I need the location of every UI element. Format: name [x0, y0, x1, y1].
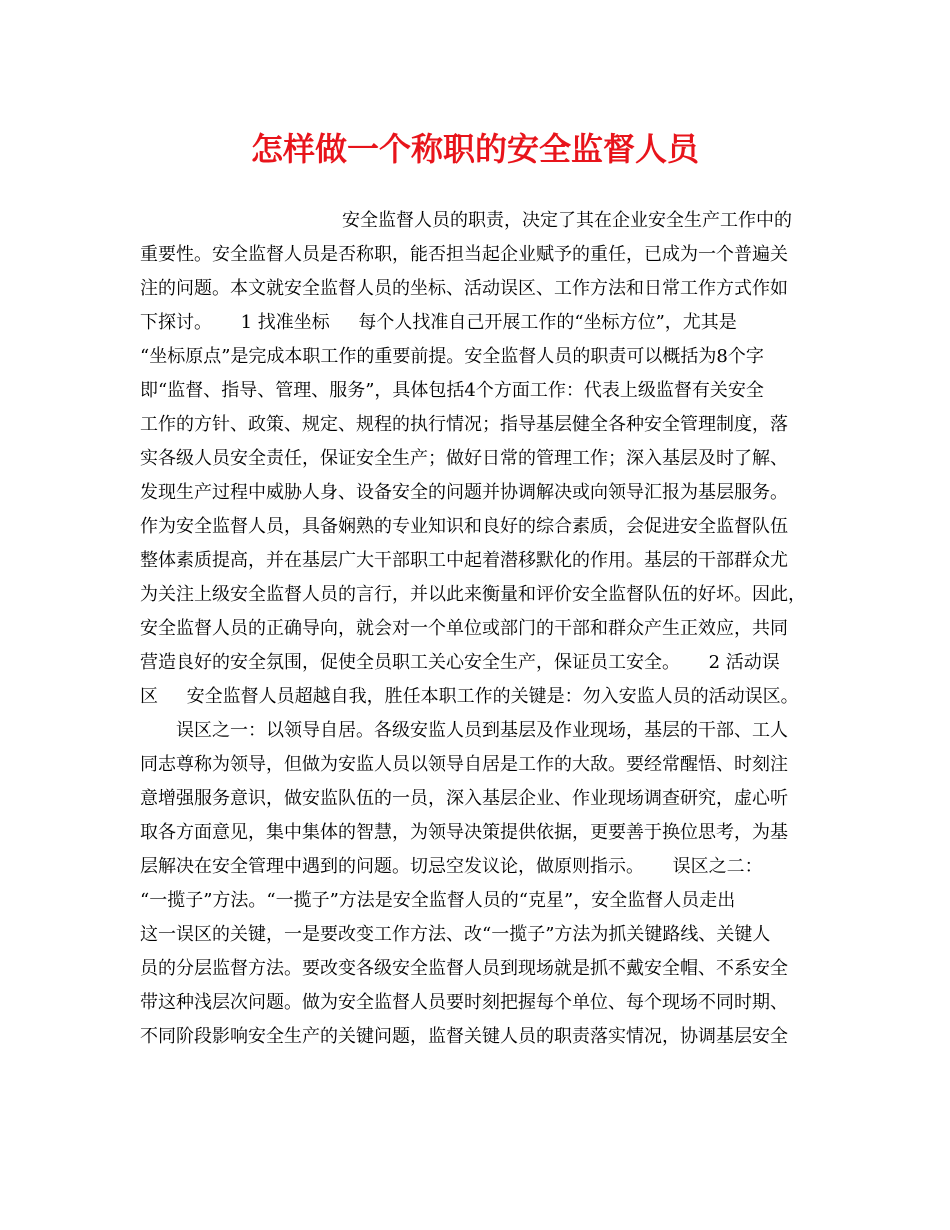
- body-line-4: 下探讨。 1 找准坐标 每个人找准自己开展工作的“坐标方位”，尤其是: [140, 312, 737, 333]
- body-line-3: 注的问题。本文就安全监督人员的坐标、活动误区、工作方法和日常工作方式作如: [140, 278, 788, 299]
- body-line-22: 这一误区的关键，一是要改变工作方法、改“一揽子”方法为抓关键路线、关键人: [140, 924, 771, 945]
- body-line-10: 作为安全监督人员，具备娴熟的专业知识和良好的综合素质，会促进安全监督队伍: [140, 516, 788, 537]
- body-line-7: 工作的方针、政策、规定、规程的执行情况；指导基层健全各种安全管理制度，落: [140, 414, 788, 435]
- body-line-21: “一揽子”方法。“一揽子”方法是安全监督人员的“克星”，安全监督人员走出: [140, 890, 736, 911]
- body-line-13: 安全监督人员的正确导向，就会对一个单位或部门的干部和群众产生正效应，共同: [140, 618, 788, 639]
- body-line-6: 即“监督、指导、管理、服务”，具体包括4个方面工作：代表上级监督有关安全: [140, 380, 764, 401]
- body-line-17: 同志尊称为领导，但做为安监人员以领导自居是工作的大敌。要经常醒悟、时刻注: [140, 754, 788, 775]
- body-line-5: “坐标原点”是完成本职工作的重要前提。安全监督人员的职责可以概括为8个字: [140, 346, 764, 367]
- body-line-15: 区 安全监督人员超越自我，胜任本职工作的关键是：勿入安监人员的活动误区。: [140, 686, 799, 707]
- body-line-1: 安全监督人员的职责，决定了其在企业安全生产工作中的: [342, 210, 792, 231]
- body-line-16: 误区之一：以领导自居。各级安监人员到基层及作业现场，基层的干部、工人: [176, 720, 788, 741]
- body-line-18: 意增强服务意识，做安监队伍的一员，深入基层企业、作业现场调查研究，虚心听: [140, 788, 788, 809]
- body-line-14: 营造良好的安全氛围，促使全员职工关心安全生产，保证员工安全。 2 活动误: [140, 652, 780, 673]
- body-line-12: 为关注上级安全监督人员的言行，并以此来衡量和评价安全监督队伍的好坏。因此，: [140, 584, 806, 605]
- body-line-2: 重要性。安全监督人员是否称职，能否担当起企业赋予的重任，已成为一个普遍关: [140, 244, 788, 265]
- body-line-9: 发现生产过程中威胁人身、设备安全的问题并协调解决或向领导汇报为基层服务。: [140, 482, 788, 503]
- body-line-19: 取各方面意见，集中集体的智慧，为领导决策提供依据，更要善于换位思考，为基: [140, 822, 788, 843]
- body-line-23: 员的分层监督方法。要改变各级安全监督人员到现场就是抓不戴安全帽、不系安全: [140, 958, 788, 979]
- document-title: 怎样做一个称职的安全监督人员: [250, 130, 699, 168]
- body-line-25: 不同阶段影响安全生产的关键问题，监督关键人员的职责落实情况，协调基层安全: [140, 1026, 788, 1047]
- body-line-11: 整体素质提高，并在基层广大干部职工中起着潜移默化的作用。基层的干部群众尤: [140, 550, 788, 571]
- body-line-8: 实各级人员安全责任，保证安全生产；做好日常的管理工作；深入基层及时了解、: [140, 448, 788, 469]
- body-line-20: 层解决在安全管理中遇到的问题。切忌空发议论，做原则指示。 误区之二：: [140, 856, 763, 877]
- body-line-24: 带这种浅层次问题。做为安全监督人员要时刻把握每个单位、每个现场不同时期、: [140, 992, 788, 1013]
